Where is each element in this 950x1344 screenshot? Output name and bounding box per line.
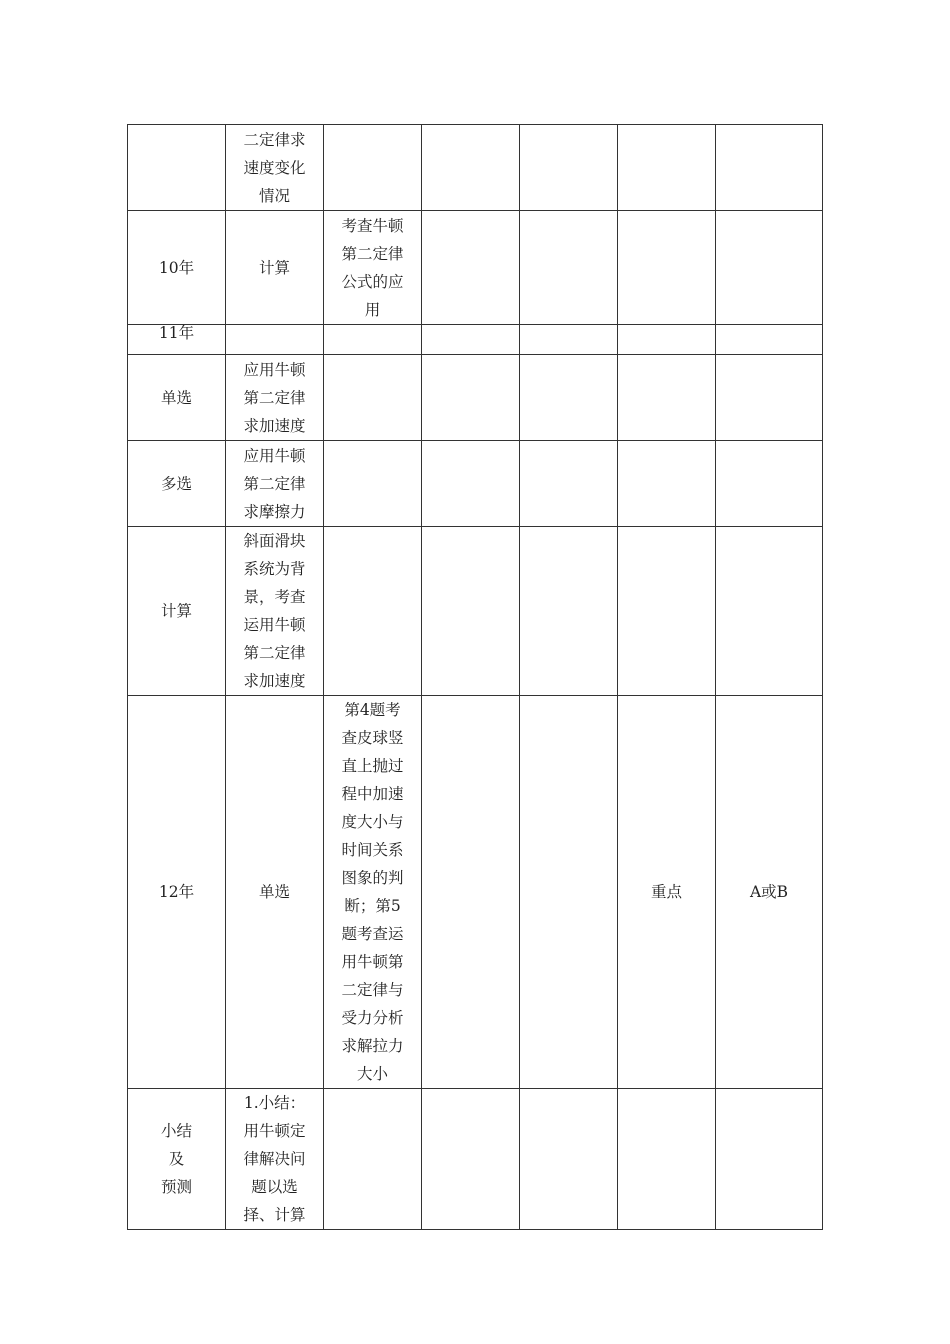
- cell-content: [324, 125, 422, 211]
- cell-type: [226, 125, 324, 211]
- cell-col5: [520, 527, 618, 696]
- cell-col5: [520, 211, 618, 325]
- cell-type: [226, 441, 324, 527]
- cell-year: 多选: [128, 441, 226, 527]
- table-row: [128, 325, 823, 355]
- cell-col4: [422, 527, 520, 696]
- cell-col4: [422, 441, 520, 527]
- cell-year: 12年: [128, 696, 226, 1089]
- cell-type-text: 斜面滑块系统为背景，考查运用牛顿第二定律求加速度: [243, 532, 306, 690]
- cell-type: 单选: [226, 696, 324, 1089]
- cell-content: [324, 325, 422, 355]
- cell-type-text: 应用牛顿第二定律求加速度: [243, 360, 306, 435]
- cell-importance: [618, 1089, 716, 1230]
- table-row: [128, 355, 823, 441]
- cell-importance: [618, 441, 716, 527]
- cell-col5: [520, 441, 618, 527]
- cell-col4: [422, 211, 520, 325]
- cell-year: 小结 及 预测: [128, 1089, 226, 1230]
- cell-type: [226, 325, 324, 355]
- cell-year: [128, 125, 226, 211]
- cell-level: A或B: [716, 696, 823, 1089]
- table-row: [128, 696, 823, 1089]
- cell-level: [716, 125, 823, 211]
- cell-col4: [422, 696, 520, 1089]
- cell-content-text: 第4题考查皮球竖直上抛过程中加速度大小与时间关系图象的判断；第5题考查运用牛顿第二定律与受力分析求解拉力大小: [341, 701, 404, 1083]
- cell-content: [324, 527, 422, 696]
- cell-year: 计算: [128, 527, 226, 696]
- cell-type: 计算: [226, 211, 324, 325]
- cell-col5: [520, 355, 618, 441]
- cell-level: [716, 527, 823, 696]
- cell-col4: [422, 355, 520, 441]
- table-row: [128, 1089, 823, 1230]
- cell-col5: [520, 696, 618, 1089]
- cell-type: [226, 527, 324, 696]
- cell-type-text: 应用牛顿第二定律求摩擦力: [243, 446, 306, 521]
- cell-importance: [618, 355, 716, 441]
- cell-year: 单选: [128, 355, 226, 441]
- cell-type: [226, 1089, 324, 1230]
- cell-content: [324, 355, 422, 441]
- cell-col4: [422, 125, 520, 211]
- cell-importance: [618, 325, 716, 355]
- cell-level: [716, 441, 823, 527]
- cell-col4: [422, 1089, 520, 1230]
- cell-col5: [520, 125, 618, 211]
- cell-type: [226, 355, 324, 441]
- table-row: [128, 527, 823, 696]
- table-row: [128, 125, 823, 211]
- table-row: [128, 441, 823, 527]
- cell-col5: [520, 1089, 618, 1230]
- cell-content: [324, 211, 422, 325]
- cell-content-text: 考查牛顿第二定律公式的应用: [341, 216, 404, 319]
- cell-year: 10年: [128, 211, 226, 325]
- cell-level: [716, 211, 823, 325]
- cell-level: [716, 325, 823, 355]
- cell-level: [716, 355, 823, 441]
- cell-importance: [618, 211, 716, 325]
- cell-content: [324, 696, 422, 1089]
- cell-content: [324, 1089, 422, 1230]
- cell-importance: 重点: [618, 696, 716, 1089]
- cell-col5: [520, 325, 618, 355]
- cell-level: [716, 1089, 823, 1230]
- cell-importance: [618, 125, 716, 211]
- cell-content: [324, 441, 422, 527]
- doc-table: [127, 124, 823, 1230]
- cell-col4: [422, 325, 520, 355]
- table-row: [128, 211, 823, 325]
- cell-importance: [618, 527, 716, 696]
- cell-year: 11年: [128, 325, 226, 355]
- cell-type-text: 二定律求速度变化情况: [243, 130, 306, 205]
- cell-type-text: 1.小结：用牛顿定律解决问题以选择、计算: [243, 1094, 306, 1224]
